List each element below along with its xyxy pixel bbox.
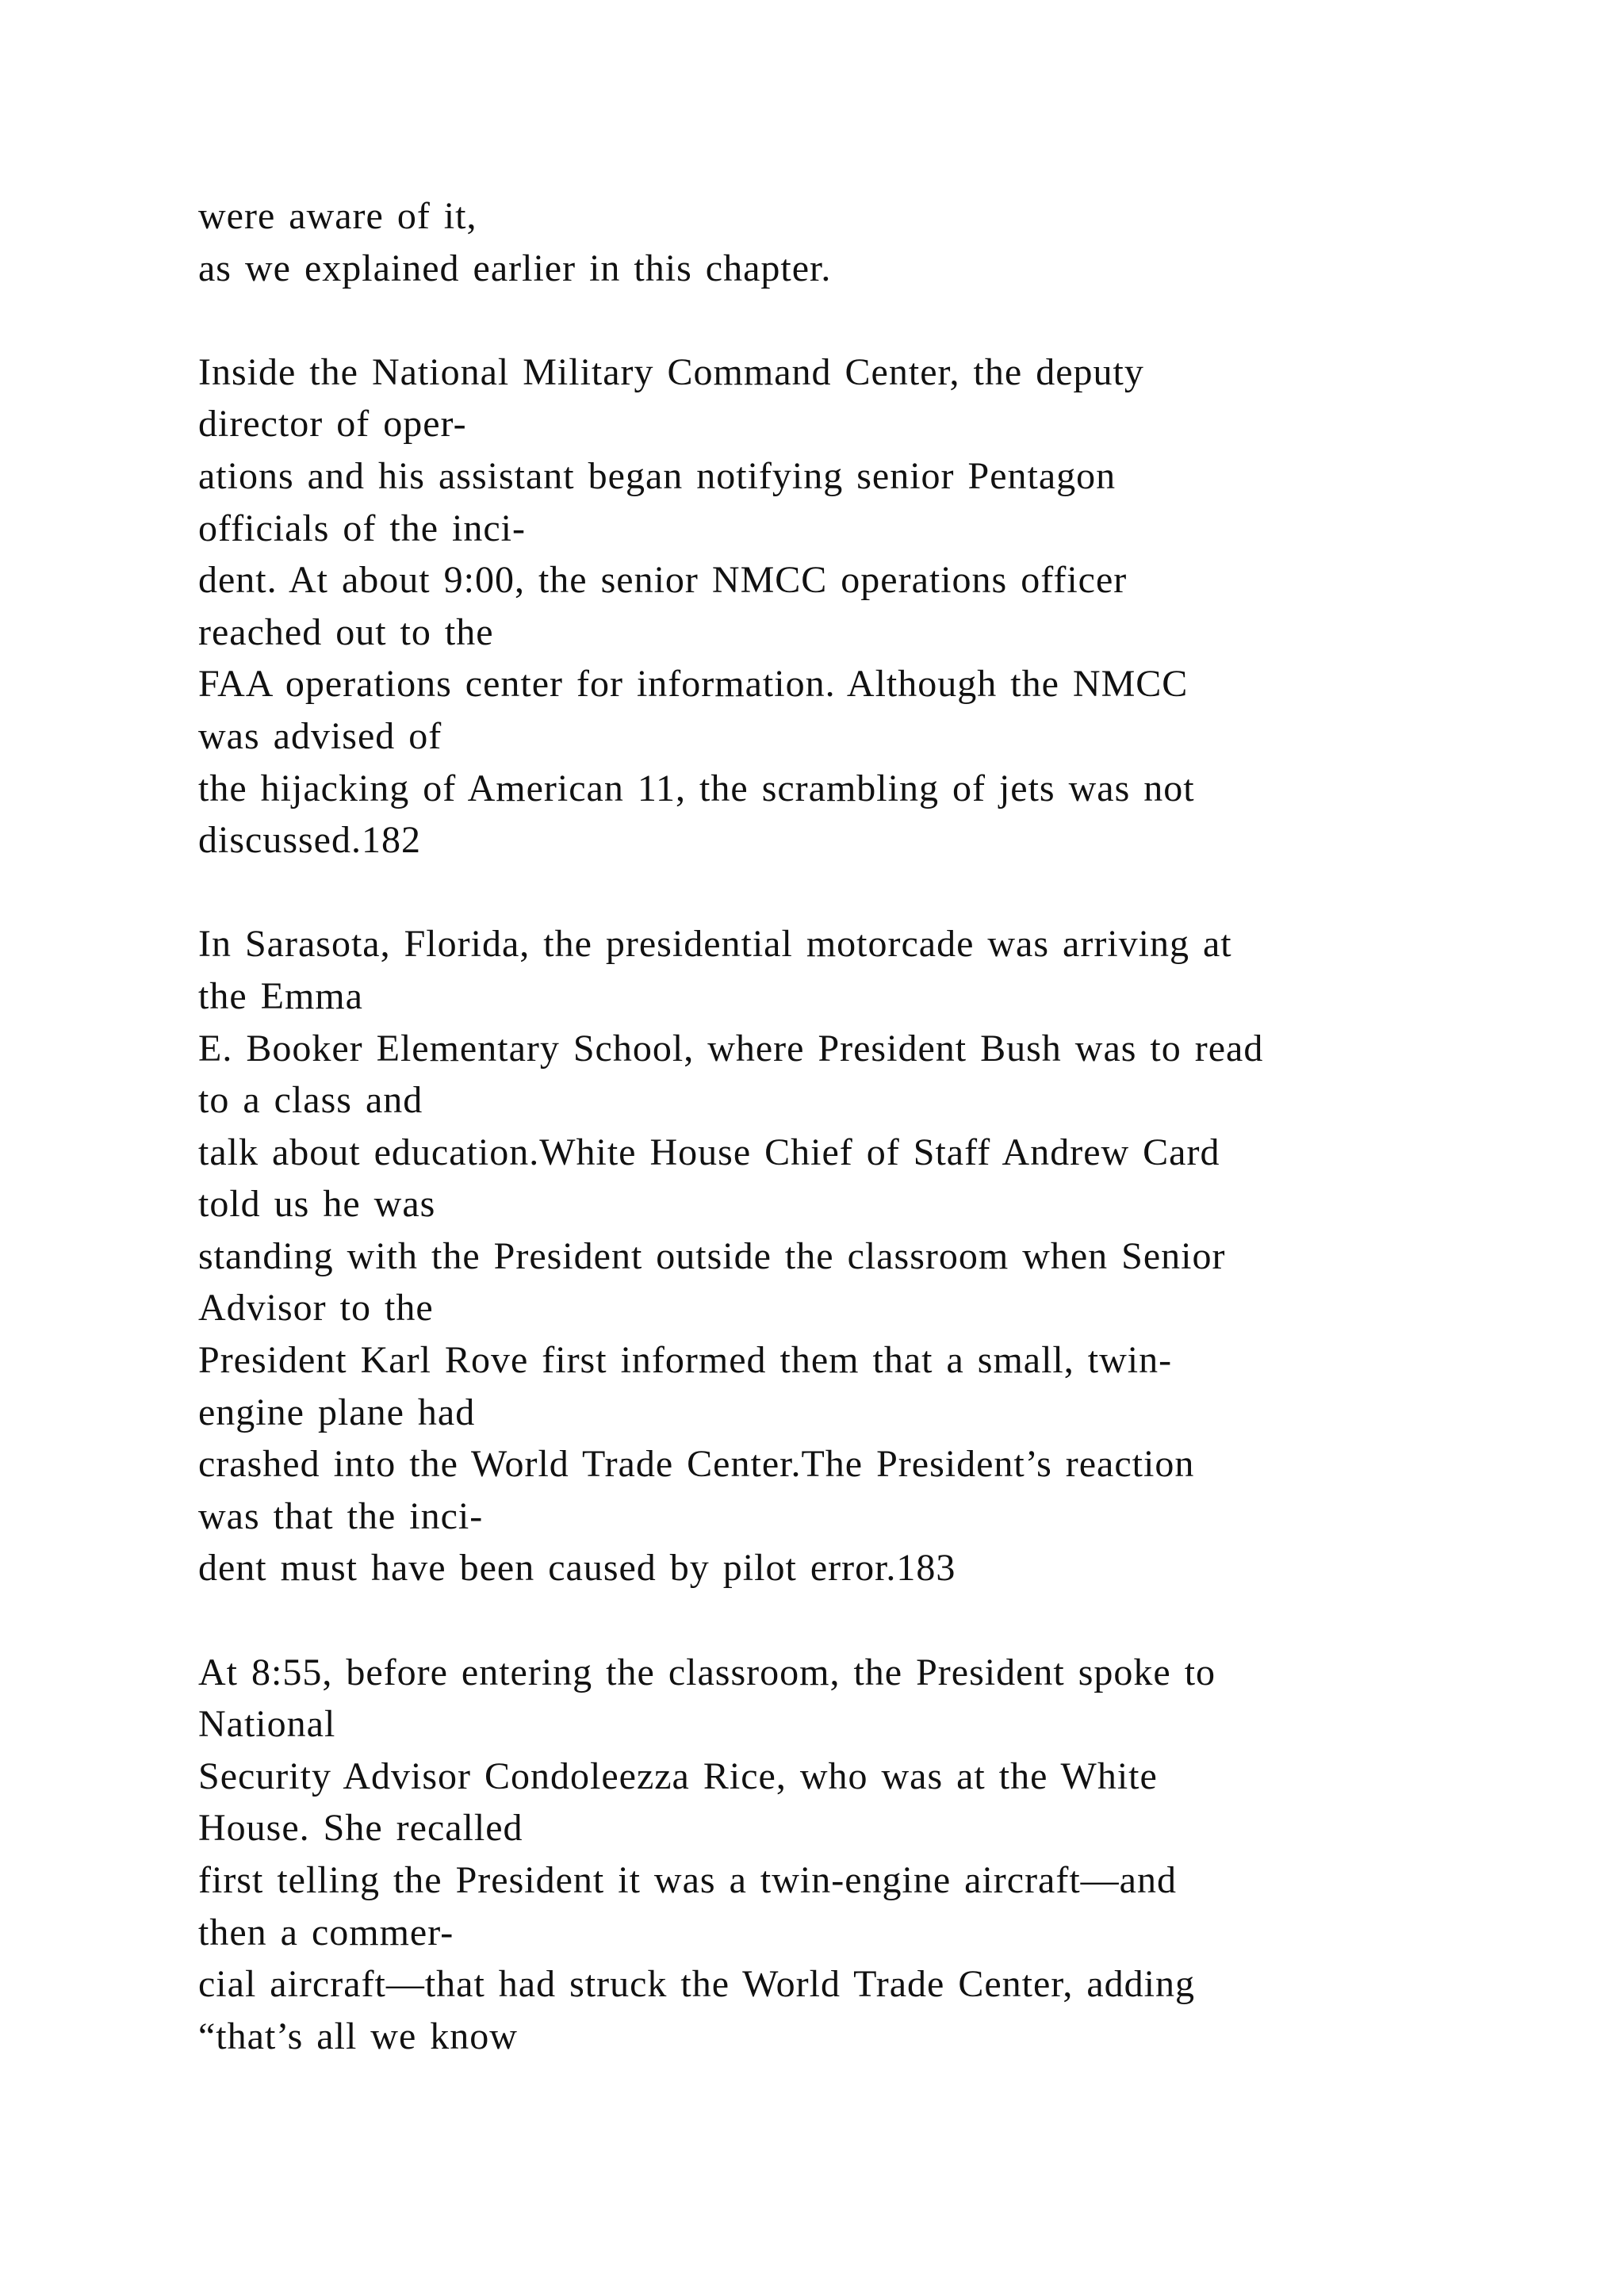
text-line: the hijacking of American 11, the scrambling of jets was not [198,767,1195,809]
text-line: Security Advisor Condoleezza Rice, who was at the White [198,1755,1158,1797]
paragraph-1 [198,190,1467,294]
text-line: dent must have been caused by pilot error.183 [198,1547,956,1590]
text-line: Inside the National Military Command Center, the deputy [198,350,1144,393]
text-line: director of oper- [198,403,467,446]
text-line: was that the inci- [198,1494,484,1537]
text-line: E. Booker Elementary School, where President Bush was to read [198,1027,1264,1070]
text-line: reached out to the [198,610,494,653]
text-line: FAA operations center for information. Although the NMCC [198,663,1189,706]
text-line: Advisor to the [198,1287,434,1330]
text-line: cial aircraft—that had struck the World Trade Center, adding [198,1963,1195,2006]
text-line: told us he was [198,1183,436,1226]
text-line: At 8:55, before entering the classroom, the President spoke to [198,1651,1216,1693]
text-line: officials of the inci- [198,507,526,549]
text-line: as we explained earlier in this chapter. [198,247,832,289]
text-line: crashed into the World Trade Center.The President’s reaction [198,1443,1195,1486]
paragraph-3 [198,918,1467,1594]
text-line: In Sarasota, Florida, the presidential motorcade was arriving at [198,923,1232,966]
text-line: the Emma [198,974,363,1017]
text-line: was advised of [198,714,442,757]
text-line: House. She recalled [198,1807,523,1850]
text-line: then a commer- [198,1911,454,1954]
text-line: talk about education.White House Chief of Staff Andrew Card [198,1131,1220,1173]
text-line: standing with the President outside the classroom when Senior [198,1234,1226,1277]
text-line: to a class and [198,1079,423,1122]
text-line: engine plane had [198,1391,476,1433]
text-line: “that’s all we know [198,2015,518,2057]
paragraph-4 [198,1647,1467,2063]
paragraph-2 [198,346,1467,867]
text-line: dent. At about 9:00, the senior NMCC operations officer [198,559,1128,602]
text-line: were aware of it, [198,195,477,237]
text-line: first telling the President it was a twin-engine aircraft—and [198,1859,1177,1901]
body-text [198,190,1467,2114]
text-line: discussed.182 [198,819,421,862]
text-line: National [198,1703,336,1746]
text-line: President Karl Rove first informed them that a small, twin- [198,1339,1173,1382]
text-line: ations and his assistant began notifying senior Pentagon [198,454,1116,497]
